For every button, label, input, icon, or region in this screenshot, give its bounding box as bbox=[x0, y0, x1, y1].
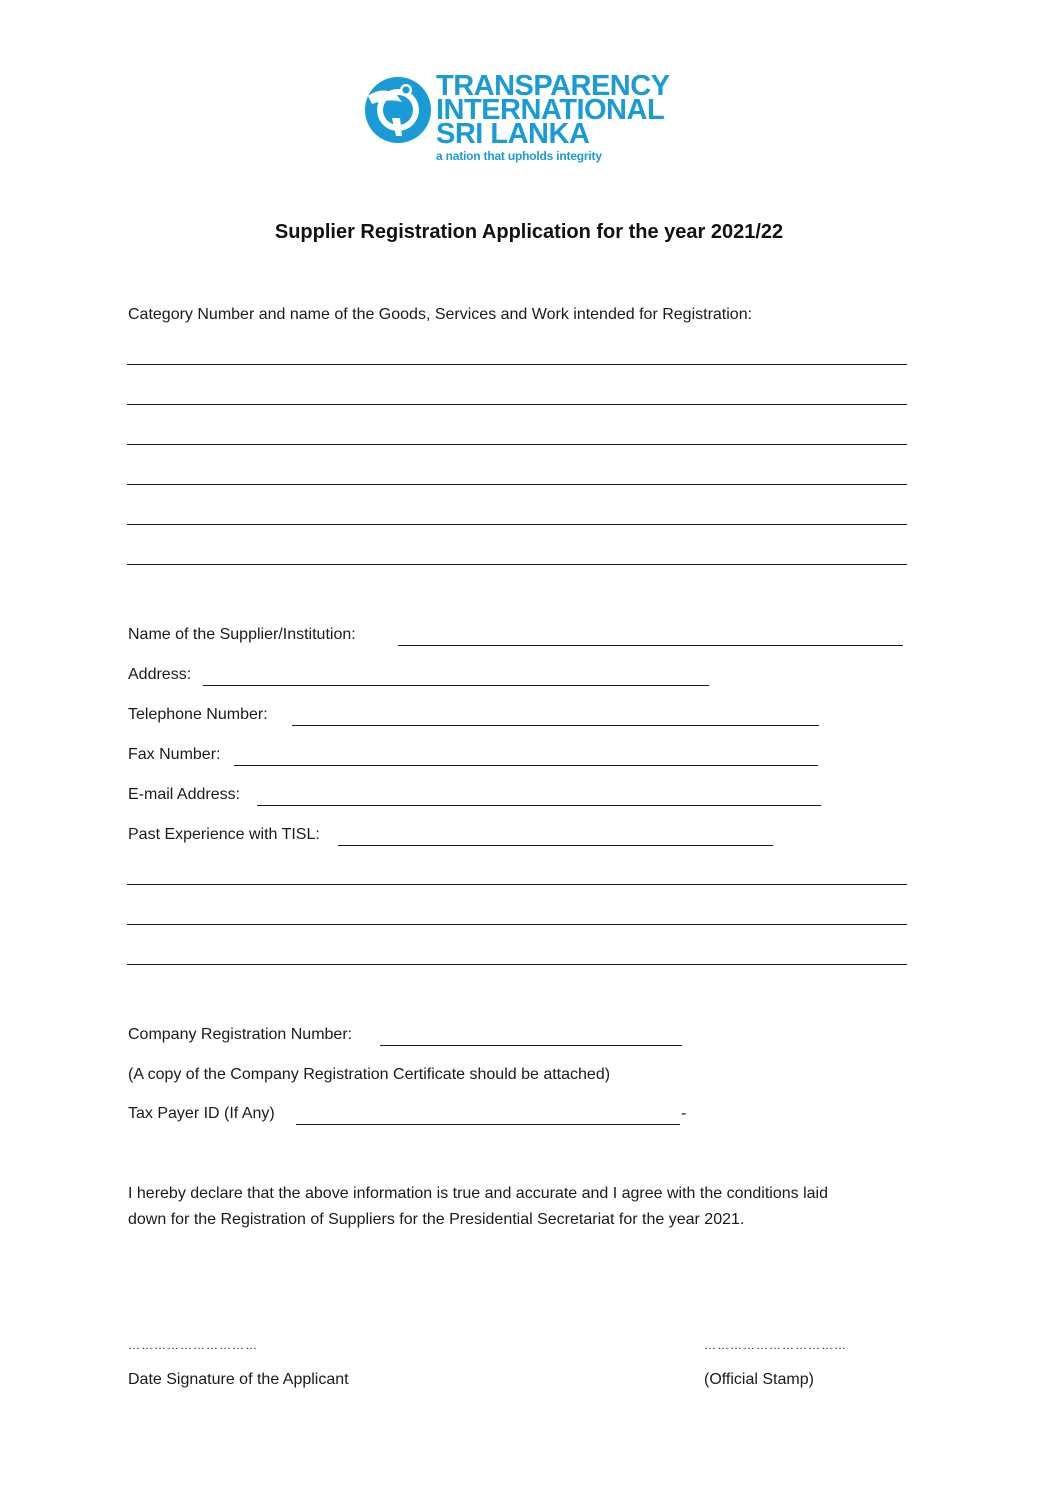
past-experience-line-2[interactable] bbox=[127, 884, 907, 885]
tax-id-label: Tax Payer ID (If Any) bbox=[128, 1105, 275, 1122]
logo-line-1: TRANSPARENCY bbox=[436, 70, 670, 102]
category-line-4[interactable] bbox=[127, 484, 907, 485]
supplier-name-label: Name of the Supplier/Institution: bbox=[128, 626, 356, 643]
declaration-line-2: down for the Registration of Suppliers for the Presidential Secretariat for the year 2021. bbox=[128, 1211, 745, 1228]
tax-id-suffix: - bbox=[681, 1105, 687, 1122]
address-label: Address: bbox=[128, 666, 192, 683]
logo-tagline: a nation that upholds integrity bbox=[436, 149, 602, 163]
company-reg-note: (A copy of the Company Registration Certificate should be attached) bbox=[128, 1066, 611, 1083]
past-experience-line-3[interactable] bbox=[127, 924, 907, 925]
stamp-label: (Official Stamp) bbox=[704, 1371, 814, 1388]
tax-id-line[interactable] bbox=[296, 1124, 680, 1125]
email-label: E-mail Address: bbox=[128, 786, 241, 803]
signature-dots[interactable]: ………………………… bbox=[128, 1338, 258, 1352]
company-reg-line[interactable] bbox=[380, 1045, 682, 1046]
logo-wordmark bbox=[436, 70, 670, 150]
telephone-label: Telephone Number: bbox=[128, 706, 268, 723]
past-experience-line-4[interactable] bbox=[127, 964, 907, 965]
category-line-6[interactable] bbox=[127, 564, 907, 565]
past-experience-line[interactable] bbox=[338, 845, 773, 846]
logo-line-2: INTERNATIONAL bbox=[436, 94, 665, 126]
telephone-line[interactable] bbox=[292, 725, 819, 726]
email-line[interactable] bbox=[257, 805, 821, 806]
address-line[interactable] bbox=[203, 685, 709, 686]
tisl-logo bbox=[362, 70, 672, 166]
tisl-logo-icon bbox=[362, 74, 434, 146]
company-reg-label: Company Registration Number: bbox=[128, 1026, 353, 1043]
signature-label: Date Signature of the Applicant bbox=[128, 1371, 349, 1388]
stamp-dots[interactable]: …………………………… bbox=[704, 1338, 847, 1352]
declaration-line-1: I hereby declare that the above information is true and accurate and I agree with the conditions laid bbox=[128, 1185, 828, 1202]
past-experience-label: Past Experience with TISL: bbox=[128, 826, 320, 843]
category-line-3[interactable] bbox=[127, 444, 907, 445]
supplier-name-line[interactable] bbox=[398, 645, 903, 646]
category-line-5[interactable] bbox=[127, 524, 907, 525]
page-title: Supplier Registration Application for the year 2021/22 bbox=[274, 221, 784, 243]
category-label: Category Number and name of the Goods, Services and Work intended for Registration: bbox=[128, 306, 753, 323]
category-line-1[interactable] bbox=[127, 364, 907, 365]
logo-line-3: SRI LANKA bbox=[436, 118, 590, 150]
category-line-2[interactable] bbox=[127, 404, 907, 405]
fax-label: Fax Number: bbox=[128, 746, 221, 763]
fax-line[interactable] bbox=[234, 765, 818, 766]
